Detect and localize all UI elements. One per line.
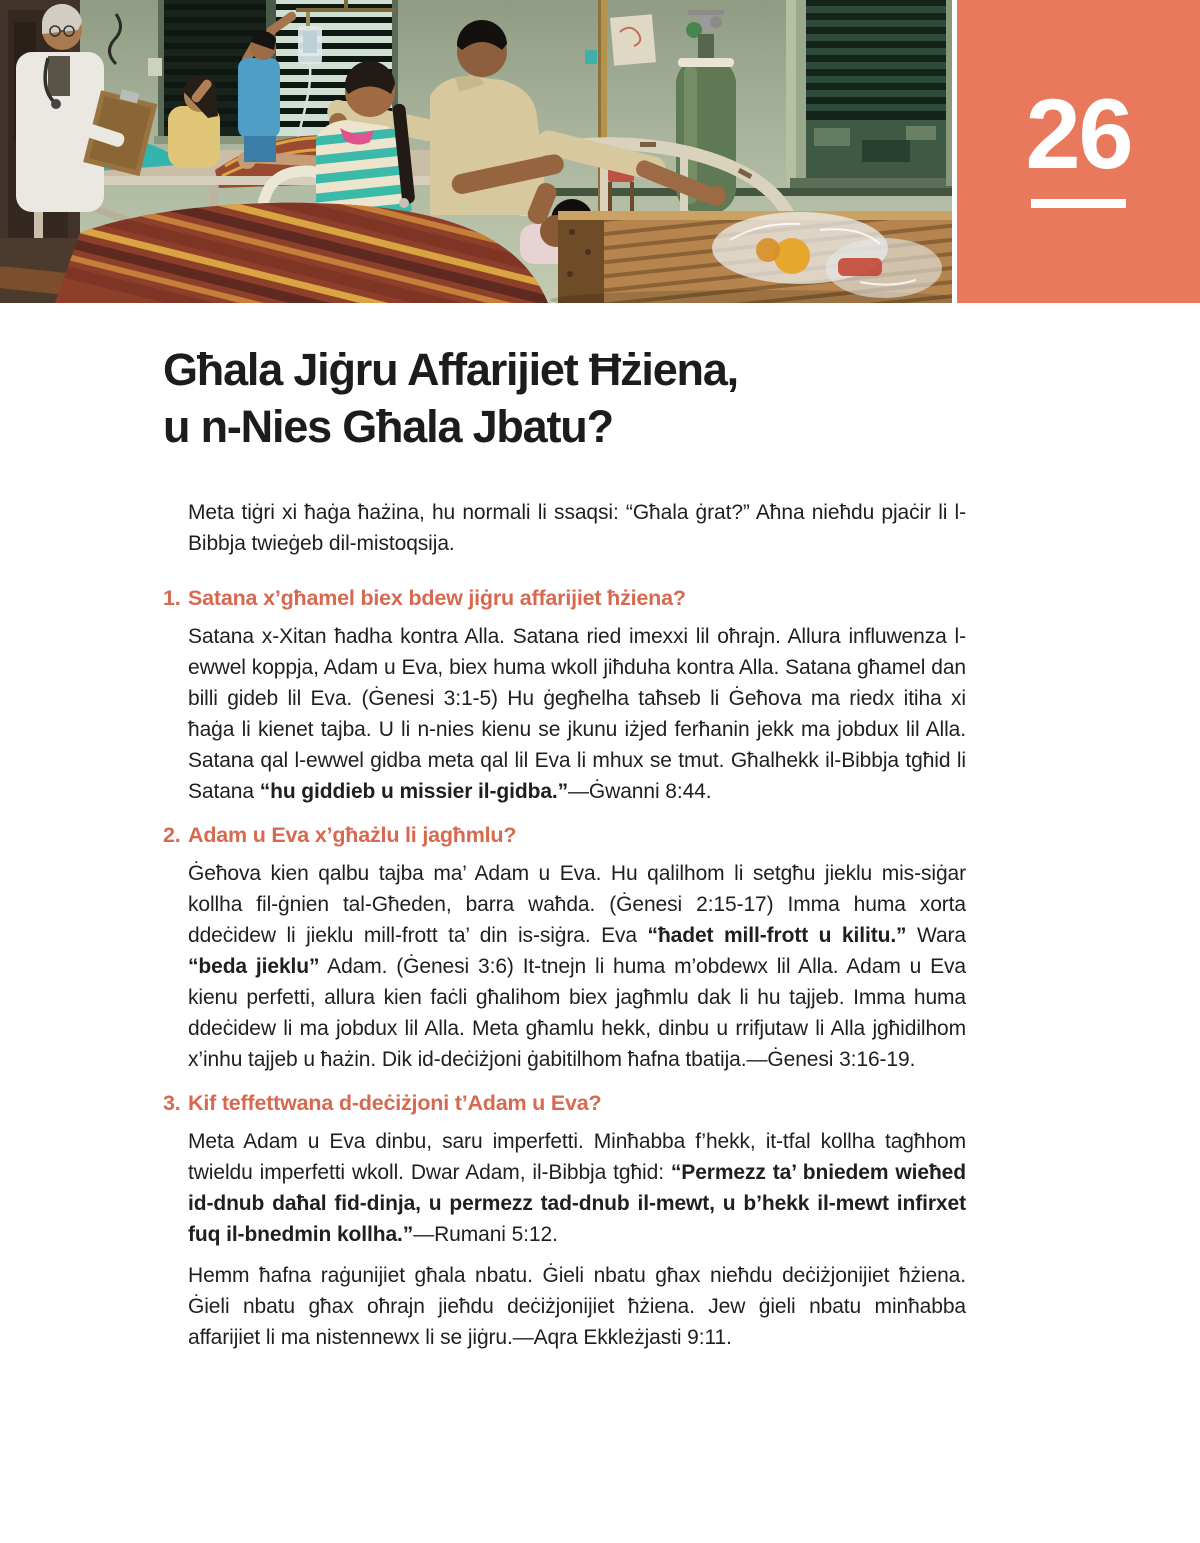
section-1 (163, 583, 966, 807)
section-2 (163, 820, 966, 1075)
lesson-content (163, 341, 966, 1366)
section-1-heading (163, 583, 966, 613)
section-3-heading (163, 1088, 966, 1118)
section-1-paragraph: Satana x-Xitan ħadha kontra Alla. Satana ried imexxi lil oħrajn. Allura influwenza l-ewwel koppja, Adam u Eva, biex huma wkoll jiħduha kontra Alla. Satana għamel dan billi gideb lil Eva. (Ġenesi 3:1-5) Hu ġegħelha taħseb li Ġeħova ma riedx itiha xi ħaġa li kienet tajba. U li n-nies kienu se jkunu iżjed ferħanin jekk ma jobdux lil Alla. Satana qal l-ewwel gidba meta qal lil Eva li mhux se tmut. Għalhekk il-Bibbja tgħid li Satana “hu giddieb u missier il-gidba.”—Ġwanni 8:44. (188, 625, 966, 803)
section-2-paragraph: Ġeħova kien qalbu tajba ma’ Adam u Eva. Hu qalilhom li setgħu jieklu mis-siġar kollha fil-ġnien tal-Għeden, barra waħda. (Ġenesi 2:15-17) Imma huma xorta ddeċidew li jieklu mill-frott ta’ din is-siġra. Eva “ħadet mill-frott u kilitu.” Wara “beda jieklu” Adam. (Ġenesi 3:6) It-tnejn li huma m’obdewx lil Alla. Adam u Eva kienu perfetti, allura kien faċli għalihom biex jagħmlu dak li hu tajjeb. Imma huma ddeċidew li ma jobdux lil Alla. Meta għamlu hekk, dinbu u rrifjutaw li Alla jgħidilhom x’inhu tajjeb u ħażin. Dik id-deċiżjoni ġabitilhom ħafna tbatija.—Ġenesi 3:16-19. (188, 862, 966, 1071)
page-title-line-1: Għala Jiġru Affarijiet Ħżiena, (163, 344, 738, 395)
lesson-number: 26 (1025, 78, 1132, 189)
page-title-line-2: u n-Nies Għala Jbatu? (163, 401, 613, 452)
section-2-question: Adam u Eva x’għażlu li jagħmlu? (188, 823, 517, 847)
section-3-paragraph-1: Meta Adam u Eva dinbu, saru imperfetti. Minħabba f’hekk, it-tfal kollha tagħhom twieldu imperfetti wkoll. Dwar Adam, il-Bibbja tgħid: “Permezz ta’ bniedem wieħed id-dnub daħal fid-dinja, u permezz tad-dnub il-mewt, u b’hekk il-mewt infirxet fuq il-bnedmin kollha.”—Rumani 5:12. (188, 1130, 966, 1246)
section-3-paragraph-2: Hemm ħafna raġunijiet għala nbatu. Ġieli nbatu għax nieħdu deċiżjonijiet ħżiena. Ġieli nbatu għax oħrajn jieħdu deċiżjonijiet ħżiena. Jew ġieli nbatu minħabba affarijiet li ma nistennewx li se jiġru.—Aqra Ekkleżjasti 9:11. (188, 1264, 966, 1349)
section-2-number: 2. (163, 823, 181, 847)
section-3-question: Kif teffettwana d-deċiżjoni t’Adam u Eva? (188, 1091, 602, 1115)
intro-paragraph: Meta tiġri xi ħaġa ħażina, hu normali li ssaqsi: “Għala ġrat?” Aħna nieħdu pjaċir li l-Bibbja twieġeb dil-mistoqsija. (188, 501, 966, 555)
hospital-scene-illustration (0, 0, 952, 303)
section-1-number: 1. (163, 586, 181, 610)
lesson-number-badge (957, 0, 1200, 303)
section-1-question: Satana x’għamel biex bdew jiġru affarijiet ħżiena? (188, 586, 686, 610)
page-title (163, 341, 966, 455)
window-right (786, 0, 952, 188)
section-2-heading (163, 820, 966, 850)
section-3 (163, 1088, 966, 1353)
lesson-number-underline (1031, 199, 1126, 208)
section-3-number: 3. (163, 1091, 181, 1115)
hero-photo (0, 0, 952, 303)
